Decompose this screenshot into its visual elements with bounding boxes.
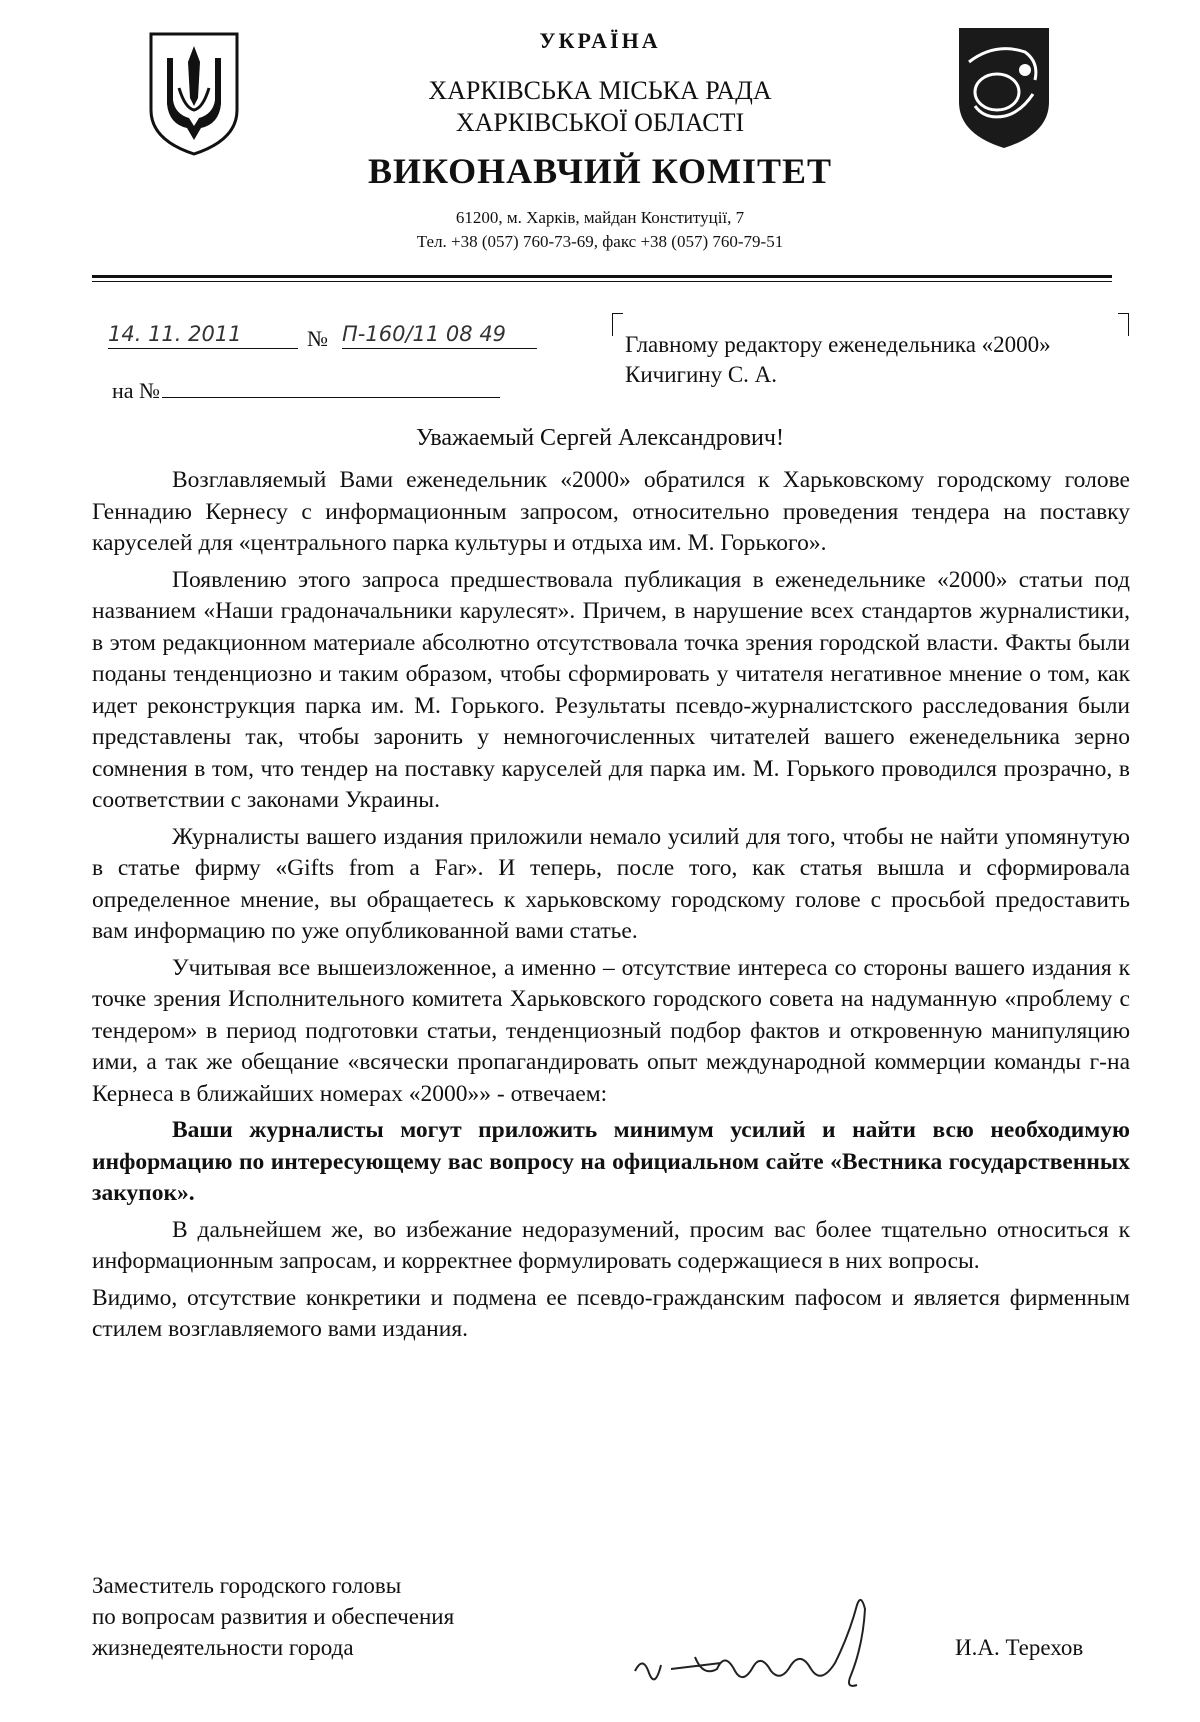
header-divider-thick	[92, 275, 1112, 278]
kharkiv-coat-of-arms-icon	[955, 22, 1053, 152]
paragraph: Видимо, отсутствие конкретики и подмена ее псевдо-гражданским пафосом и является фирменным стилем возглавляемого вами издания.	[92, 1284, 1130, 1342]
header-divider-thin	[92, 281, 1112, 282]
addressee-bracket-right	[1118, 313, 1129, 336]
signatory-title-line1: Заместитель городского головы	[92, 1573, 402, 1598]
signatory-title	[92, 1570, 454, 1663]
recipient-line2: Кичигину С. А.	[625, 362, 778, 387]
header-country: УКРАЇНА	[539, 28, 661, 53]
paragraph: Появлению этого запроса предшествовала публикация в еженедельнике «2000» статьи под названием «Наши градоначальники карулесят». Причем, в нарушение всех стандартов журналистики, в этом редакционном материале абсолютно отсутствовала точка зрения городской власти. Факты были поданы тенденциозно и таким образом, чтобы сформировать у читателя негативное мнение о том, как идет реконструкция парка им. М. Горького. Результаты псевдо-журналистского расследования были представлены так, чтобы заронить у немногочисленных читателей вашего еженедельника зерно сомнения в том, что тендер на поставку каруселей для парка им. М. Горького проводился прозрачно, в соответствии с законами Украины.	[92, 566, 1130, 813]
paragraph: Учитывая все вышеизложенное, а именно – отсутствие интереса со стороны вашего издания к точке зрения Исполнительного комитета Харьковского городского совета на надуманную «проблему с тендером» в период подготовки статьи, тенденциозный подбор фактов и откровенную манипуляцию ими, а так же обещание «всячески пропагандировать опыт международной коммерции команды г-на Кернеса в ближайших номерах «2000»» - отвечаем:	[92, 954, 1130, 1107]
signatory-title-line2: по вопросам развития и обеспечения	[92, 1604, 455, 1629]
addressee-bracket-left	[612, 313, 623, 336]
header-phones: Тел. +38 (057) 760-73-69, факс +38 (057) 760-79-51	[416, 232, 784, 251]
paragraph: Журналисты вашего издания приложили немало усилий для того, чтобы не найти упомянутую в статье фирму «Gifts from a Far». И теперь, после того, как статья вышла и сформировала определенное мнение, вы обращаетесь к харьковскому городскому голове с просьбой предоставить вам информацию по уже опубликованной вами статье.	[92, 823, 1130, 944]
salutation: Уважаемый Сергей Александрович!	[416, 425, 784, 451]
ukraine-coat-of-arms-icon	[145, 28, 243, 158]
recipient-line1: Главному редактору еженедельника «2000»	[625, 332, 1051, 357]
paragraph: В дальнейшем же, во избежание недоразумений, просим вас более тщательно относиться к информационным запросам, и корректнее формулировать содержащиеся в них вопросы.	[92, 1216, 1130, 1274]
reply-number-line	[162, 397, 500, 398]
registration-number: П-160/11 08 49	[342, 322, 537, 349]
signatory-title-line3: жизнедеятельности города	[92, 1635, 354, 1660]
header-council-line1: ХАРКІВСЬКА МІСЬКА РАДА	[428, 76, 772, 105]
paragraph-emphasis: Ваши журналисты могут приложить минимум усилий и найти всю необходимую информацию по интересующему вас вопросу на официальном сайте «Вестника государственных закупок».	[92, 1117, 1130, 1206]
header-address: 61200, м. Харків, майдан Конституції, 7	[455, 208, 745, 227]
registration-number-label: №	[307, 326, 328, 351]
signer-name: И.А. Терехов	[955, 1635, 1084, 1660]
registration-date: 14. 11. 2011	[108, 322, 298, 349]
paragraph: Возглавляемый Вами еженедельник «2000» обратился к Харьковскому городскому голове Геннадию Кернесу с информационным запросом, относительно проведения тендера на поставку каруселей для «центрального парка культуры и отдыха им. М. Горького».	[92, 467, 1130, 556]
reply-number-label: на №	[112, 378, 161, 403]
handwritten-signature	[625, 1585, 925, 1705]
header-committee: ВИКОНАВЧИЙ КОМІТЕТ	[367, 151, 833, 191]
letter-body	[92, 465, 1130, 1351]
header-council-line2: ХАРКІВСЬКОЇ ОБЛАСТІ	[455, 108, 745, 137]
